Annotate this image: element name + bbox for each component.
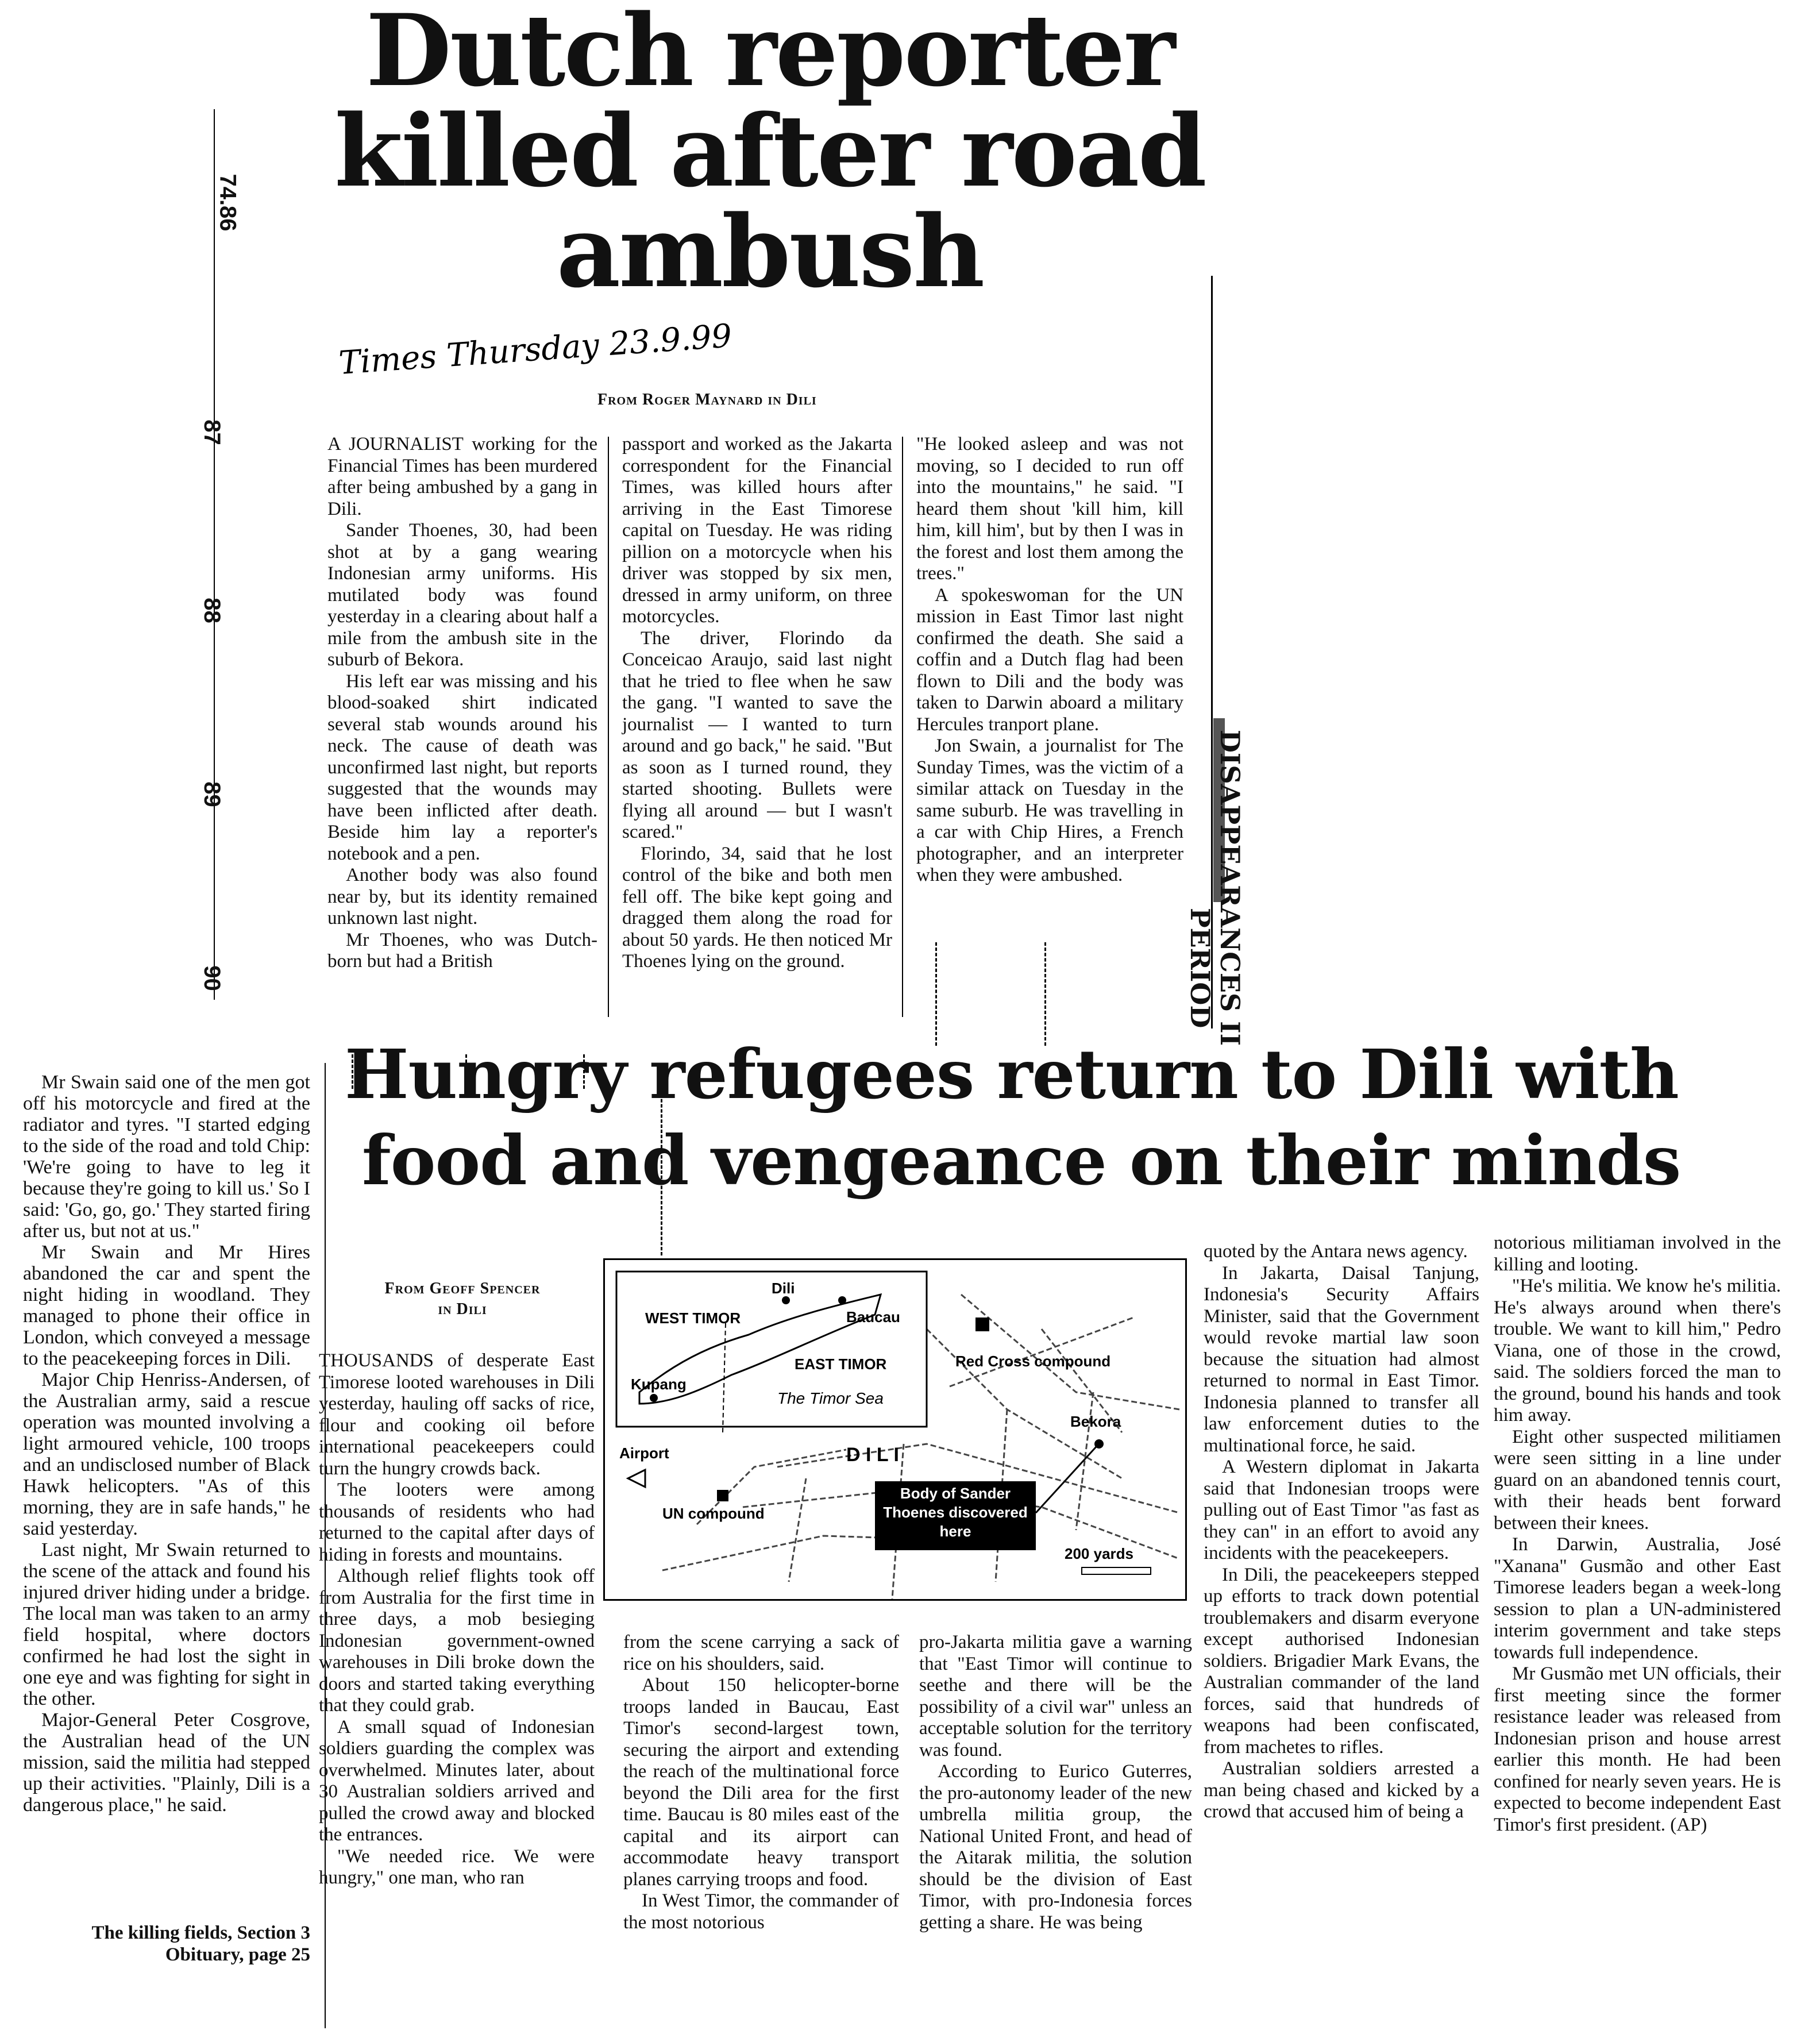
paragraph: Eight other suspected militiamen were seen sitting in a line under guard on an abandoned tennis court, with their heads bent forward between their knees.: [1494, 1426, 1781, 1534]
paragraph: Mr Swain said one of the men got off his motorcycle and fired at the radiator and tyres. "I started edging to the side of the road and told Chip: 'We're going to have to leg it because they're going to kill us.' So I said: 'Go, go, go.' They started firing after us, but not at us.": [23, 1072, 310, 1242]
article1-continued: [23, 1072, 310, 1816]
paragraph: Mr Thoenes, who was Dutch-born but had a British: [327, 929, 597, 972]
footer-line: The killing fields, Section 3: [91, 1923, 310, 1943]
dili-city-label: D I L I: [846, 1444, 899, 1466]
red-cross-marker: [975, 1318, 989, 1331]
red-cross-label: Red Cross compound: [955, 1353, 1111, 1370]
column-rule: [608, 437, 609, 1017]
headline-2: [345, 1031, 1781, 1204]
airport-icon: [628, 1470, 645, 1487]
paragraph: A Western diplomat in Jakarta said that Indonesian troops were pulling out of East Timor "as fast as they can" in an effort to avoid any incidents with the peacekeepers.: [1204, 1457, 1479, 1563]
baucau-dot: [838, 1296, 846, 1304]
paragraph: notorious militiaman involved in the killing and looting.: [1494, 1232, 1781, 1275]
paragraph: from the scene carrying a sack of rice on his shoulders, said.: [623, 1632, 899, 1674]
inset-dili: Dili: [772, 1280, 795, 1297]
paragraph: A small squad of Indonesian soldiers guarding the complex was overwhelmed. Minutes later, about 30 Australian soldiers arrived and pulled the crowd away and blocked the entrances.: [319, 1716, 595, 1845]
airport-label: Airport: [619, 1444, 669, 1462]
paragraph: Mr Swain and Mr Hires abandoned the car and spent the night hiding in woodland. They managed to phone their office in London, which conveyed a message to the peacekeeping forces in Dili.: [23, 1242, 310, 1369]
paragraph: His left ear was missing and his blood-soaked shirt indicated several stab wounds around his neck. The cause of death was unconfirmed last night, but reports suggested that the wounds may have been inflicted after death. Beside him lay a reporter's notebook and a pen.: [327, 671, 597, 864]
inset-west-timor: WEST TIMOR: [645, 1309, 741, 1327]
byline-2: [339, 1278, 586, 1320]
paragraph: Last night, Mr Swain returned to the scene of the attack and found his injured driver hiding under a bridge. The local man was taken to an army field hospital, where doctors confirmed he had lost the sight in one eye and was fighting for sight in the other.: [23, 1539, 310, 1709]
paragraph: Australian soldiers arrested a man being chased and kicked by a crowd that accused him of being a: [1204, 1758, 1479, 1822]
paragraph: In Jakarta, Daisal Tanjung, Indonesia's Security Affairs Minister, said that the Government would revoke martial law soon because the situation had almost returned to normal in East Timor. Indonesia planned to transfer all law enforcement duties to the multinational force, he said.: [1204, 1262, 1479, 1456]
paragraph: Mr Gusmão met UN officials, their first meeting since the former resistance leader was released from Indonesian prison and house arrest earlier this month. He had been confined for nearly seven years. He is expected to become independent East Timor's first president. (AP): [1494, 1663, 1781, 1835]
paragraph: About 150 helicopter-borne troops landed in Baucau, East Timor's second-largest town, securing the airport and extending the reach of the multinational force beyond the Dili area for the first time. Baucau is 80 miles east of the capital and its airport can accommodate heavy transport planes carrying troops and food.: [623, 1675, 899, 1890]
article1-col1: [327, 434, 597, 973]
paragraph: In Dili, the peacekeepers stepped up efforts to track down potential troublemakers and disarm everyone except authorised Indonesian soldiers. Brigadier Mark Evans, the Australian commander of the land forces, said that hundreds of weapons had been confiscated, from machetes to rifles.: [1204, 1564, 1479, 1758]
scale-bar: [1082, 1567, 1151, 1574]
paragraph: According to Eurico Guterres, the pro-autonomy leader of the new umbrella militia group, the National United Front, and head of the Aitarak militia, the solution should be the division of East Timor, with pro-Indonesia forces getting a share. He was being: [919, 1761, 1192, 1933]
scale-label: 200 yards: [1065, 1545, 1133, 1562]
paragraph: The driver, Florindo da Conceicao Araujo, said last night that he tried to flee when he saw the gang. "I wanted to save the journalist — I wanted to turn around and go back," he said. "But as soon as I turned round, they started shooting. Bullets were flying all around — but I wasn't scared.": [622, 627, 892, 842]
headline-2-line2: food and vengeance on their minds: [362, 1120, 1681, 1200]
column-rule: [902, 437, 903, 1017]
article2-col4: [1204, 1241, 1479, 1823]
inset-sea: The Timor Sea: [777, 1389, 884, 1407]
paragraph: Sander Thoenes, 30, had been shot at by a gang wearing Indonesian army uniforms. His mutilated body was found yesterday in a clearing about half a mile from the ambush site in the suburb of Bekora.: [327, 520, 597, 670]
dashed-rule: [1044, 942, 1046, 1046]
article2-col3: [919, 1632, 1192, 1933]
kupang-dot: [650, 1394, 658, 1402]
inset-east-timor: EAST TIMOR: [795, 1355, 887, 1373]
paragraph: THOUSANDS of desperate East Timorese looted warehouses in Dili yesterday, hauling off sacks of rice, flour and cooking oil before international peacekeepers could turn the hungry crowds back.: [319, 1350, 595, 1479]
callout-pointer: [1036, 1447, 1096, 1513]
dili-map: [603, 1258, 1187, 1601]
ruler-label: 89: [199, 781, 225, 807]
paragraph: In Darwin, Australia, José "Xanana" Gusmão and other East Timorese leaders began a week-long session to plan a UN-administered interim government and take steps towards full independence.: [1494, 1534, 1781, 1663]
article2-col5: [1494, 1232, 1781, 1836]
byline-2-location: in Dili: [438, 1300, 487, 1318]
footer-line: Obituary, page 25: [165, 1944, 310, 1965]
ruler-label: 87: [199, 419, 225, 445]
paragraph: Another body was also found near by, but its identity remained unknown last night.: [327, 865, 597, 929]
byline-1: From Roger Maynard in Dili: [597, 391, 817, 409]
inset-baucau: Baucau: [846, 1308, 900, 1326]
paragraph: Although relief flights took off from Australia for the first time in three days, a mob besieging Indonesian government-owned warehouses in Dili broke down the doors and started taking everything that they could grab.: [319, 1566, 595, 1716]
un-marker: [717, 1490, 728, 1501]
map-graphic: [605, 1260, 1185, 1599]
handwritten-note: Times Thursday 23.9.99: [337, 317, 734, 382]
paragraph: Major-General Peter Cosgrove, the Australian head of the UN mission, said the militia had stepped up their activities. "Plainly, Dili is a dangerous place," he said.: [23, 1709, 310, 1816]
article2-col1: [319, 1350, 595, 1889]
paragraph: Florindo, 34, said that he lost control of the bike and both men fell off. The bike kept going and dragged them along the road for about 50 yards. He then noticed Mr Thoenes lying on the ground.: [622, 843, 892, 972]
article1-col2: [622, 434, 892, 973]
ruler-label: 88: [199, 598, 225, 623]
headline-1: Dutch reporter killed after road ambush: [334, 0, 1205, 310]
side-heading-line1: DISAPPEARANCES II: [1214, 730, 1246, 1046]
paragraph: "He's militia. We know he's militia. He's always around when there's trouble. We want to kill him," Pedro Viana, one of those in the crowd, said. The soldiers forced the man to the ground, bound his hands and took him away.: [1494, 1276, 1781, 1426]
paragraph: "We needed rice. We were hungry," one man, who ran: [319, 1846, 595, 1888]
inset-kupang: Kupang: [631, 1376, 687, 1393]
ruler-label: 74.86: [215, 174, 241, 232]
article2-col2: [623, 1632, 899, 1933]
dashed-rule: [935, 942, 937, 1046]
side-heading-line2: PERIOD: [1185, 908, 1216, 1028]
bekora-label: Bekora: [1070, 1413, 1121, 1430]
side-heading: [1185, 730, 1247, 1051]
byline-2-name: From Geoff Spencer: [384, 1280, 541, 1297]
paragraph: Jon Swain, a journalist for The Sunday Times, was the victim of a similar attack on Tuesday in the same suburb. He was travelling in a car with Chip Hires, a French photographer, and an interpreter when they were ambushed.: [916, 735, 1183, 885]
paragraph: A spokeswoman for the UN mission in East Timor last night confirmed the death. She said a coffin and a Dutch flag had been flown to Dili and the body was taken to Darwin aboard a military Hercules tranport plane.: [916, 584, 1183, 735]
headline-2-line1: Hungry refugees return to Dili with: [345, 1034, 1679, 1114]
paragraph: quoted by the Antara news agency.: [1204, 1241, 1468, 1262]
paragraph: The looters were among thousands of residents who had returned to the capital after days of hiding in forests and mountains.: [319, 1480, 595, 1565]
paragraph: In West Timor, the commander of the most notorious: [623, 1890, 899, 1933]
article1-col3: [916, 434, 1183, 887]
un-label: UN compound: [662, 1505, 765, 1522]
dili-dot: [782, 1296, 790, 1304]
paragraph: A JOURNALIST working for the Financial Times has been murdered after being ambushed by a gang in Dili.: [327, 434, 597, 519]
callout-text: Body of Sander Thoenes discovered here: [883, 1485, 1028, 1540]
paragraph: pro-Jakarta militia gave a warning that "East Timor will continue to seethe and there will be the possibility of a civil war" unless an acceptable solution for the territory was found.: [919, 1632, 1192, 1761]
paragraph: "He looked asleep and was not moving, so I decided to run off into the mountains," he said. "I heard them shout 'kill him, kill him, kill him', but by then I was in the forest and lost them among the trees.": [916, 434, 1183, 584]
page-ruler: [199, 109, 241, 1000]
footer-reference: [52, 1922, 310, 1966]
paragraph: passport and worked as the Jakarta correspondent for the Financial Times, was killed hours after arriving in the East Timorese capital on Tuesday. He was riding pillion on a motorcycle when his driver was stopped by six men, dressed in army uniform, on three motorcycles.: [622, 434, 892, 627]
paragraph: Major Chip Henriss-Andersen, of the Australian army, said a rescue operation was mounted involving a light armoured vehicle, 100 troops and an undisclosed number of Black Hawk helicopters. "As of this morning, they are in safe hands," he said yesterday.: [23, 1369, 310, 1539]
ruler-label: 90: [199, 965, 225, 991]
